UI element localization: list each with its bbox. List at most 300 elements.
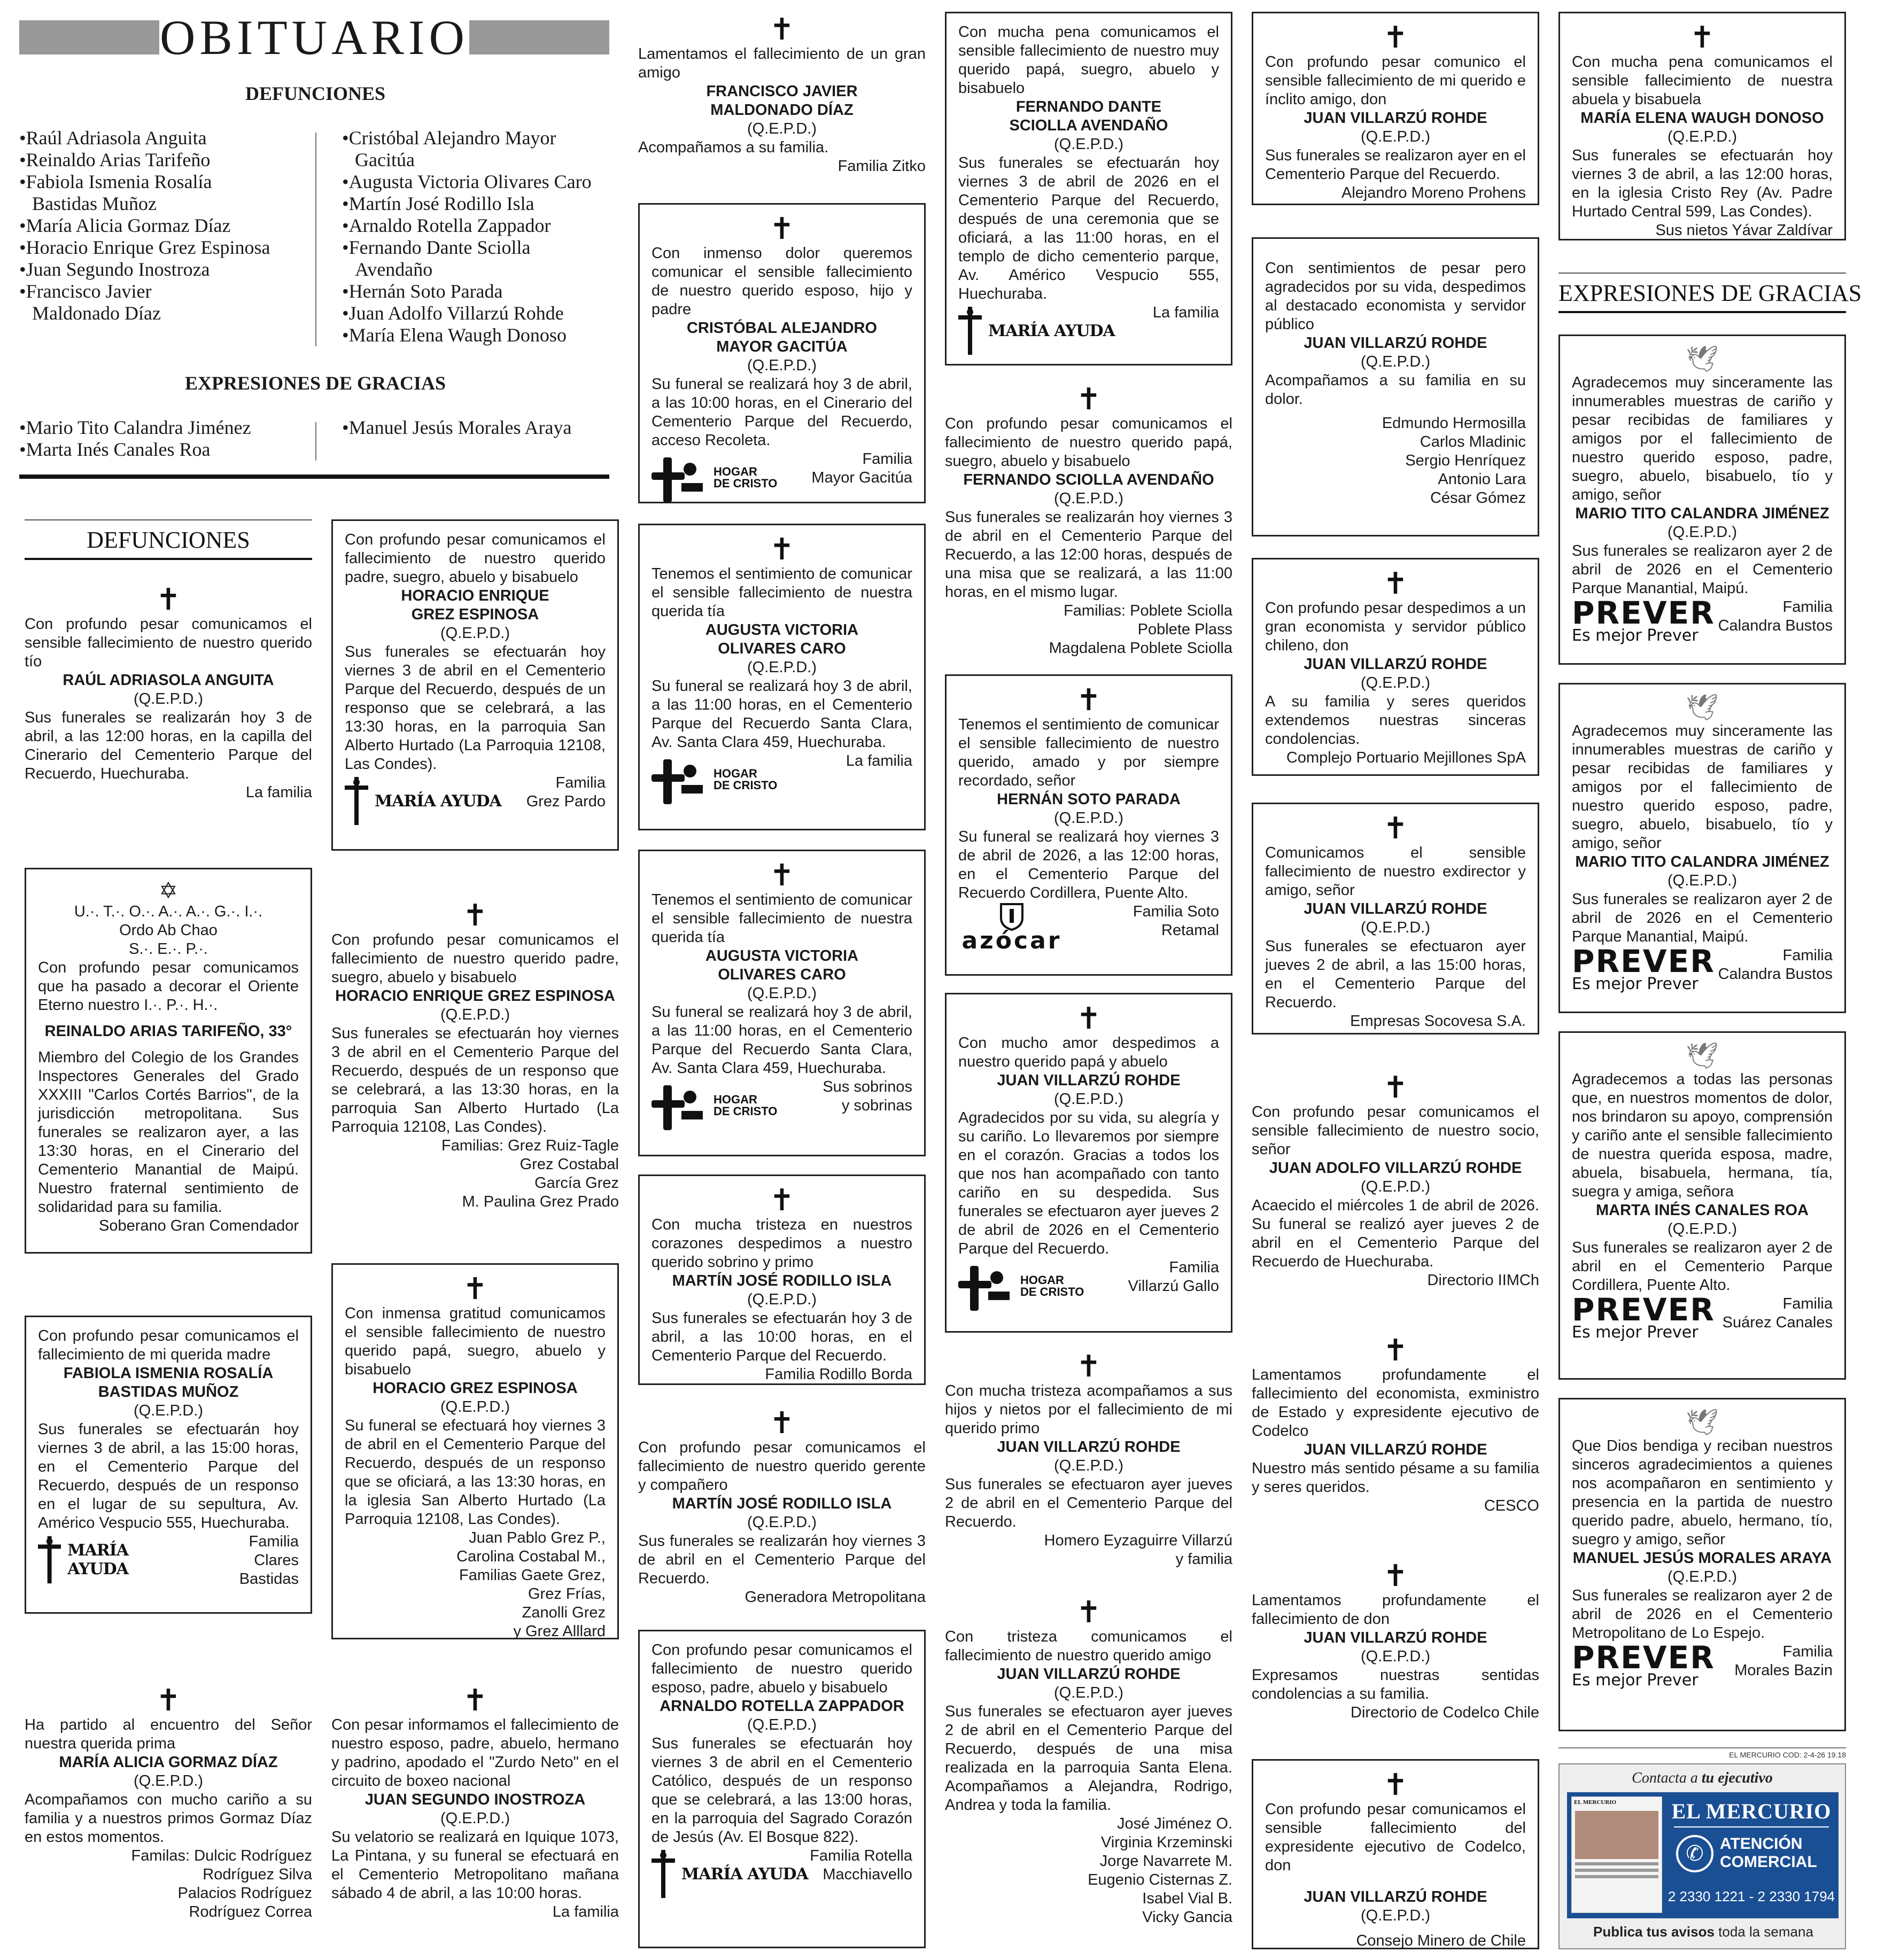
notice-body: Su funeral se realizará hoy 3 de abril, a las 10:00 horas, en el Cinerario del Cementerio Parque del Recuerdo, acceso Recoleta. xyxy=(651,376,912,449)
qepd-label: (Q.E.P.D.) xyxy=(1361,128,1430,145)
logo-text: PREVER xyxy=(1572,943,1715,979)
crucifix-icon xyxy=(958,307,982,355)
notice-body: Sus funerales se realizarán hoy viernes 3 de abril en el Cementerio Parque del Recuerdo, a las 12:00 horas, después de una misa que se realizará, a las 11:00 horas, en el mismo lugar. xyxy=(945,509,1232,601)
notice-signature xyxy=(638,1588,926,1607)
deceased-name: MARTÍN JOSÉ RODILLO ISLA xyxy=(672,1272,892,1289)
notice-body: Agradecidos por su vida, su alegría y su cariño. Lo llevaremos por siempre en el corazón. Gracias a todos los que nos han acompañado con tanto cariño en su despedida. Sus funerales se efectuaron ayer jueves 2 de abril de 2026 en el Cementerio Parque del Recuerdo. xyxy=(958,1109,1219,1257)
notice-signature xyxy=(945,602,1232,658)
newspaper-thumbnail xyxy=(1571,1796,1662,1913)
mercurio-ad xyxy=(1558,1763,1846,1949)
obituary-notice xyxy=(25,1316,312,1614)
deceased-name: FERNANDO SCIOLLA AVENDAÑO xyxy=(963,471,1214,488)
notice-signature xyxy=(25,783,312,802)
qepd-label: (Q.E.P.D.) xyxy=(1667,1568,1737,1585)
notice-intro: Con profundo pesar comunicamos el fallecimiento de nuestro querido padre, suegro, abuelo y bisabuelo xyxy=(345,531,606,586)
maria-ayuda-logo xyxy=(651,1850,808,1898)
signature-line: La familia xyxy=(245,784,312,801)
deceased-name: JUAN VILLARZÚ ROHDE xyxy=(997,1438,1181,1456)
deceased-name: HERNÁN SOTO PARADA xyxy=(997,791,1181,808)
index-item: •Reinaldo Arias Tarifeño xyxy=(19,149,211,170)
dove-icon: 🕊 xyxy=(1686,345,1719,374)
obituary-notice xyxy=(945,12,1232,365)
obituary-notice xyxy=(638,524,926,830)
ad-publica-emph: Publica tus avisos xyxy=(1593,1924,1719,1940)
deceased-name: JUAN VILLARZÚ ROHDE xyxy=(1304,335,1487,352)
qepd-label: (Q.E.P.D.) xyxy=(747,1291,817,1308)
notice-body: Su funeral se realizará hoy 3 de abril, a las 11:00 horas, en el Cementerio Parque del Recuerdo Santa Clara, Av. Santa Clara 459, Huechuraba. xyxy=(651,678,912,751)
cross-icon: ✝ xyxy=(1383,20,1408,55)
notice-signature xyxy=(1718,598,1833,635)
gracias-list-right xyxy=(342,417,620,439)
deceased-name: JUAN SEGUNDO INOSTROZA xyxy=(364,1791,586,1808)
notice-signature xyxy=(1734,1643,1833,1680)
notice-signature xyxy=(651,1365,912,1384)
qepd-label: (Q.E.P.D.) xyxy=(1054,1091,1123,1108)
signature-line: Familia Zitko xyxy=(837,158,926,175)
obituary-notice xyxy=(1252,1333,1539,1515)
deceased-name: MAYOR GACITÚA xyxy=(716,338,848,355)
notice-signature xyxy=(1265,414,1526,508)
qepd-label: (Q.E.P.D.) xyxy=(1054,1457,1123,1474)
crucifix-icon xyxy=(651,1850,675,1898)
signature-line: Vicky Gancia xyxy=(1142,1909,1232,1926)
signature-line: Suárez Canales xyxy=(1722,1314,1833,1331)
ad-brand: EL MERCURIO xyxy=(1671,1799,1832,1823)
deceased-name: ARNALDO ROTELLA ZAPPADOR xyxy=(660,1698,904,1715)
deceased-name: JUAN VILLARZÚ ROHDE xyxy=(1304,656,1487,673)
qepd-label: (Q.E.P.D.) xyxy=(1361,1648,1430,1665)
cross-icon: ✝ xyxy=(1383,1768,1408,1802)
obituary-notice xyxy=(1252,803,1539,1035)
notice-body: Sus funerales se efectuaron ayer jueves 2 de abril en el Cementerio Parque del Recuerdo. xyxy=(945,1476,1232,1530)
notice-intro: Tenemos el sentimiento de comunicar el sensible fallecimiento de nuestra querida tía xyxy=(651,565,912,620)
notice-intro: Con profundo pesar comunicamos el fallecimiento de nuestro querido gerente y compañero xyxy=(638,1439,926,1494)
obituary-notice xyxy=(945,674,1232,976)
logo-text: DE CRISTO xyxy=(713,779,778,792)
signature-line: Complejo Portuario Mejillones SpA xyxy=(1286,749,1526,766)
logo-text: DE CRISTO xyxy=(713,477,778,490)
notice-intro: Que Dios bendiga y reciban nuestros sinceros agradecimientos a quienes nos acompañaron en sentimiento y presencia en la partida de nuestro querido padre, abuelo, hermano, tío, suegro y amigo, señor xyxy=(1572,1437,1833,1548)
azocar-logo xyxy=(958,903,1065,954)
notice-signature xyxy=(1265,184,1526,203)
cross-icon: ✝ xyxy=(769,1406,795,1441)
signature-line: M. Paulina Grez Prado xyxy=(462,1193,619,1210)
notice-intro: Lamentamos profundamente el fallecimiento del economista, exministro de Estado y expresidente ejecutivo de Codelco xyxy=(1252,1366,1539,1440)
dove-icon: 🕊 xyxy=(1686,694,1719,722)
index-item: •María Alicia Gormaz Díaz xyxy=(19,215,231,236)
deceased-name: JUAN VILLARZÚ ROHDE xyxy=(1304,900,1487,917)
notice-body: Sus funerales se efectuaron ayer jueves 2 de abril, a las 15:00 horas, en el Cementerio Parque del Recuerdo. xyxy=(1265,938,1526,1011)
signature-line: Generadora Metropolitana xyxy=(744,1589,926,1606)
signature-line: Carlos Mladinic xyxy=(1420,433,1526,450)
qepd-label: (Q.E.P.D.) xyxy=(440,1006,510,1023)
index-item: •Juan Adolfo Villarzú Rohde xyxy=(342,302,564,324)
thumbnail-brand: EL MERCURIO xyxy=(1574,1799,1617,1806)
signature-line: Homero Eyzaguirre Villarzú xyxy=(1044,1532,1232,1549)
logo-text: MARÍA AYUDA xyxy=(375,791,501,811)
cross-icon: ✝ xyxy=(462,898,488,933)
notice-intro: Con profundo pesar comunicamos el fallecimiento de nuestro querido padre, suegro, abuelo y bisabuelo xyxy=(331,931,619,986)
signature-line: Carolina Costabal M., xyxy=(456,1548,606,1565)
notice-signature xyxy=(1128,1258,1219,1296)
hogar-de-cristo-logo xyxy=(651,1081,777,1130)
cross-icon: ✝ xyxy=(1076,1595,1102,1630)
qepd-label: (Q.E.P.D.) xyxy=(440,1398,510,1415)
qepd-label: (Q.E.P.D.) xyxy=(440,1810,510,1827)
thumbnail-text xyxy=(1575,1862,1658,1865)
deceased-name: MARIO TITO CALANDRA JIMÉNEZ xyxy=(1575,505,1829,522)
obituary-notice xyxy=(331,1263,619,1639)
hogar-de-cristo-icon xyxy=(651,453,707,502)
obituary-notice xyxy=(945,1349,1232,1569)
notice-body: Sus funerales se efectuarán hoy viernes 3 de abril, a las 15:00 horas, en el Cementerio Parque del Recuerdo, después de un responso en el lugar de su sepultura, Av. Américo Vespucio 555, Huechuraba. xyxy=(38,1421,299,1531)
index-item: •Martín José Rodillo Isla xyxy=(342,193,534,214)
obituary-notice xyxy=(1252,1070,1539,1290)
hogar-de-cristo-logo xyxy=(651,453,777,502)
ad-divider xyxy=(1674,1826,1829,1827)
index-item: •Manuel Jesús Morales Araya xyxy=(342,417,572,438)
signature-line: Consejo Minero de Chile xyxy=(1356,1932,1526,1949)
hogar-de-cristo-icon xyxy=(651,1081,707,1130)
obituary-notice xyxy=(945,1595,1232,1927)
deceased-name: RAÚL ADRIASOLA ANGUITA xyxy=(63,672,274,689)
cross-icon: ✝ xyxy=(462,1683,488,1718)
logo-text: HOGAR xyxy=(713,465,757,478)
logo-text: DE CRISTO xyxy=(713,1105,778,1118)
index-item: Avendaño xyxy=(355,259,433,280)
masonic-icon: ✡ xyxy=(159,878,178,903)
logo-text: Es mejor Prever xyxy=(1572,1671,1698,1690)
signature-line: Edmundo Hermosilla xyxy=(1382,415,1526,432)
deceased-name: BASTIDAS MUÑOZ xyxy=(98,1383,239,1401)
deceased-name: JUAN VILLARZÚ ROHDE xyxy=(1304,1441,1487,1458)
deceased-name: HORACIO GREZ ESPINOSA xyxy=(373,1380,578,1397)
signature-line: Grez Frías, xyxy=(528,1585,606,1603)
prever-logo xyxy=(1572,943,1715,993)
qepd-label: (Q.E.P.D.) xyxy=(1054,810,1123,827)
logo-text: azócar xyxy=(961,927,1062,954)
notice-body: Sus funerales se efectuarán hoy 3 de abril, a las 10:00 horas, en el Cementerio Parque del Recuerdo. xyxy=(651,1310,912,1364)
section-rule xyxy=(1558,311,1846,313)
qepd-label: (Q.E.P.D.) xyxy=(747,1716,817,1733)
notice-header-line: S.·. E.·. P.·. xyxy=(129,940,208,958)
qepd-label: (Q.E.P.D.) xyxy=(1667,524,1737,541)
cross-icon: ✝ xyxy=(769,532,795,567)
qepd-label: (Q.E.P.D.) xyxy=(747,357,817,374)
notice-signature xyxy=(945,1815,1232,1927)
cross-icon: ✝ xyxy=(769,858,795,893)
logo-text: HOGAR xyxy=(713,1093,757,1106)
obituary-notice xyxy=(638,1175,926,1385)
deceased-name: MARTA INÉS CANALES ROA xyxy=(1596,1202,1809,1219)
logo-text: PREVER xyxy=(1572,1639,1715,1676)
deceased-name: SCIOLLA AVENDAÑO xyxy=(1009,117,1168,134)
signature-line: Familia xyxy=(1782,1295,1833,1312)
deceased-name: AUGUSTA VICTORIA xyxy=(705,947,859,965)
notice-signature xyxy=(1153,304,1219,322)
section-rule xyxy=(25,558,312,560)
logo-text: MARÍA AYUDA xyxy=(681,1864,808,1884)
signature-line: CESCO xyxy=(1484,1497,1539,1514)
ad-atencion-line: ATENCIÓN xyxy=(1720,1835,1803,1853)
notice-header-line: Ordo Ab Chao xyxy=(119,922,218,939)
logo-text: PREVER xyxy=(1572,595,1715,631)
cross-icon: ✝ xyxy=(1383,1070,1408,1105)
hogar-de-cristo-logo xyxy=(958,1262,1084,1311)
signature-line: Directorio de Codelco Chile xyxy=(1351,1704,1539,1721)
notice-body: Sus funerales se realizarán hoy 3 de abril, a las 12:00 horas, en la capilla del Cinerario del Cementerio Parque del Recuerdo, Huechuraba. xyxy=(25,709,312,782)
notice-signature xyxy=(1252,1497,1539,1515)
obituary-notice xyxy=(331,519,619,851)
crucifix-icon xyxy=(38,1536,61,1584)
signature-line: Familia xyxy=(1782,598,1833,616)
index-divider xyxy=(315,133,316,346)
gratitude-notice xyxy=(1558,1031,1846,1380)
signature-line: Poblete Plass xyxy=(1137,621,1232,638)
page-title: OBITUARIO xyxy=(160,10,469,65)
signature-line: Magdalena Poblete Sciolla xyxy=(1049,640,1232,657)
ad-publica-text: toda la semana xyxy=(1718,1924,1813,1940)
logo-text: Es mejor Prever xyxy=(1572,626,1698,645)
crucifix-icon xyxy=(345,777,368,825)
signature-line: Directorio IIMCh xyxy=(1427,1272,1539,1289)
signature-line: Familias Gaete Grez, xyxy=(459,1567,606,1584)
signature-line: Isabel Vial B. xyxy=(1142,1890,1232,1907)
notice-signature xyxy=(1265,749,1526,767)
hogar-de-cristo-logo xyxy=(651,755,777,804)
notice-body: Su funeral se realizará hoy 3 de abril, a las 11:00 horas, en el Cementerio Parque del Recuerdo Santa Clara, Av. Santa Clara 459, Huechuraba. xyxy=(651,1004,912,1077)
index-item: •Horacio Enrique Grez Espinosa xyxy=(19,237,270,258)
notice-intro: Con mucho amor despedimos a nuestro querido papá y abuelo xyxy=(958,1035,1219,1070)
prever-logo xyxy=(1572,1639,1715,1690)
cross-icon: ✝ xyxy=(769,212,795,246)
section-rule xyxy=(1558,273,1846,274)
logo-text: HOGAR xyxy=(1020,1273,1064,1287)
obituary-notice xyxy=(1252,1561,1539,1722)
ad-contact-emph: tu ejecutivo xyxy=(1701,1770,1773,1786)
qepd-label: (Q.E.P.D.) xyxy=(134,690,203,707)
signature-line: La familia xyxy=(846,752,912,769)
notice-intro: Con profundo pesar comunicamos que ha pasado a decorar el Oriente Eterno nuestro I.·. P.·. H.·. xyxy=(38,959,299,1014)
cross-icon: ✝ xyxy=(156,582,181,617)
deceased-name: HORACIO ENRIQUE xyxy=(401,587,549,604)
signature-line: Familia xyxy=(1169,1259,1219,1276)
index-list-left xyxy=(19,127,308,324)
notice-intro: Con profundo pesar comunicamos el sensible fallecimiento de nuestro querido tío xyxy=(25,616,312,670)
ad-panel xyxy=(1567,1792,1839,1918)
ad-contact-line xyxy=(1560,1768,1845,1789)
notice-signature xyxy=(526,774,606,811)
qepd-label: (Q.E.P.D.) xyxy=(1667,128,1737,145)
index-item: •Fernando Dante Sciolla xyxy=(342,237,531,258)
signature-line: Jorge Navarrete M. xyxy=(1099,1853,1232,1870)
obituary-notice xyxy=(1252,12,1539,205)
deceased-name: OLIVARES CARO xyxy=(718,640,846,657)
signature-line: Familas: Dulcic Rodríguez xyxy=(131,1847,312,1864)
qepd-label: (Q.E.P.D.) xyxy=(440,625,510,642)
index-item: Bastidas Muñoz xyxy=(32,193,157,214)
signature-line: La familia xyxy=(1152,304,1219,321)
deceased-name: JUAN VILLARZÚ ROHDE xyxy=(997,1666,1181,1683)
signature-line: Sus sobrinos xyxy=(823,1078,912,1095)
notice-signature xyxy=(1265,1012,1526,1031)
gratitude-notice xyxy=(1558,1398,1846,1731)
obituary-notice xyxy=(945,382,1232,658)
deceased-name: CRISTÓBAL ALEJANDRO xyxy=(686,320,878,337)
qepd-label: (Q.E.P.D.) xyxy=(1361,674,1430,691)
signature-line: Empresas Socovesa S.A. xyxy=(1350,1013,1526,1030)
cross-icon: ✝ xyxy=(156,1683,181,1718)
obituary-notice xyxy=(331,898,619,1211)
notice-intro: Lamentamos el fallecimiento de un gran amigo xyxy=(638,45,926,81)
index-item: •Raúl Adriasola Anguita xyxy=(19,127,207,149)
logo-text: DE CRISTO xyxy=(1020,1285,1084,1298)
signature-line: Grez Costabal xyxy=(519,1156,619,1173)
cross-icon: ✝ xyxy=(1076,1001,1102,1036)
obituary-notice xyxy=(1252,237,1539,536)
notice-signature xyxy=(38,1217,299,1235)
ad-phones[interactable]: 2 2330 1221 - 2 2330 1794 xyxy=(1667,1888,1835,1904)
deceased-name: FERNANDO DANTE xyxy=(1015,98,1162,115)
qepd-label: (Q.E.P.D.) xyxy=(747,1514,817,1531)
signature-line: Alejandro Moreno Prohens xyxy=(1341,184,1526,201)
dove-icon: 🕊 xyxy=(1686,1042,1719,1070)
notice-signature xyxy=(1133,903,1219,940)
notice-intro: Con profundo pesar comunicamos el fallecimiento de nuestro querido papá, suegro, abuelo y bisabuelo xyxy=(945,415,1232,470)
notice-body: Sus funerales se efectuaron ayer jueves 2 de abril en el Cementerio Parque del Recuerdo, después de una misa realizada en la parroquia Santa Elena. Acompañamos a Alejandra, Rodrigo, Andrea y toda la familia. xyxy=(945,1703,1232,1814)
thumbnail-text xyxy=(1575,1869,1658,1872)
notice-intro: Con mucha pena comunicamos el sensible fallecimiento de nuestra abuela y bisabuela xyxy=(1572,53,1833,108)
notice-body: Nuestro más sentido pésame a su familia y seres queridos. xyxy=(1252,1460,1539,1496)
notice-signature xyxy=(1572,221,1833,240)
notice-body: Acompañamos con mucho cariño a su familia y a nuestros primos Gormaz Díaz en estos momentos. xyxy=(25,1791,312,1846)
signature-line: Familia Rotella xyxy=(810,1847,912,1864)
index-divider xyxy=(315,422,316,461)
notice-intro: Con profundo pesar comunicamos el sensible fallecimiento del expresidente ejecutivo de Codelco, don xyxy=(1265,1801,1526,1874)
index-item: •María Elena Waugh Donoso xyxy=(342,324,567,346)
deceased-name: AUGUSTA VICTORIA xyxy=(705,621,859,639)
notice-body: Acompañamos a su familia. xyxy=(638,139,829,156)
signature-line: Familia Rodillo Borda xyxy=(765,1366,912,1383)
footer-code: EL MERCURIO COD: 2-4-26 19.18 xyxy=(1729,1751,1846,1759)
notice-intro: Con pesar informamos el fallecimiento de nuestro esposo, padre, abuelo, hermano y padrino, apodado el "Zurdo Neto" en el circuito de boxeo nacional xyxy=(331,1716,619,1790)
notice-signature xyxy=(823,1078,912,1115)
signature-line: Familia Soto xyxy=(1133,903,1219,920)
obituary-notice xyxy=(945,993,1232,1333)
index-item: •Mario Tito Calandra Jiménez xyxy=(19,417,251,438)
notice-intro: Agradecemos a todas las personas que, en nuestros momentos de dolor, nos brindaron su apoyo, comprensión y cariño ante el sensible fallecimiento de nuestra querida esposa, madre, abuela, bisabuela, hermana, tía, suegra y amiga, señora xyxy=(1572,1071,1833,1200)
gratitude-notice xyxy=(1558,335,1846,665)
notice-signature xyxy=(638,157,926,176)
deceased-name: OLIVARES CARO xyxy=(718,966,846,983)
maria-ayuda-logo xyxy=(345,777,501,825)
notice-body: Sus funerales se realizaron ayer 2 de abril de 2026 en el Cementerio Metropolitano de Lo Espejo. xyxy=(1572,1587,1833,1642)
notice-signature xyxy=(25,1847,312,1922)
dove-icon: 🕊 xyxy=(1686,1409,1719,1437)
header-bar-right xyxy=(469,20,609,55)
notice-intro: Con profundo pesar comunicamos el fallecimiento de mi querida madre xyxy=(38,1327,299,1363)
signature-line: Grez Pardo xyxy=(526,793,606,810)
obituary-notice xyxy=(638,12,926,176)
qepd-label: (Q.E.P.D.) xyxy=(1054,490,1123,507)
index-item: •Cristóbal Alejandro Mayor xyxy=(342,127,556,149)
section-heading-gracias: EXPRESIONES DE GRACIAS xyxy=(1558,280,1862,306)
notice-intro: Con mucha tristeza en nuestros corazones despedimos a nuestro querido sobrino y primo xyxy=(651,1216,912,1271)
signature-line: Calandra Bustos xyxy=(1718,617,1833,634)
notice-body: Sus funerales se realizaron ayer 2 de abril de 2026 en el Cementerio Parque Manantial, Maipú. xyxy=(1572,891,1833,945)
section-heading-defunciones: DEFUNCIONES xyxy=(87,527,250,553)
notice-body: Expresamos nuestras sentidas condolencias a su familia. xyxy=(1252,1667,1539,1702)
deceased-name: JUAN VILLARZÚ ROHDE xyxy=(997,1072,1181,1089)
notice-signature xyxy=(1252,1704,1539,1722)
signature-line: Virginia Krzeminski xyxy=(1100,1834,1232,1851)
cross-icon: ✝ xyxy=(1076,683,1102,718)
qepd-label: (Q.E.P.D.) xyxy=(1361,353,1430,370)
cross-icon: ✝ xyxy=(1076,1349,1102,1384)
obituary-notice xyxy=(25,1683,312,1922)
index-item: •Hernán Soto Parada xyxy=(342,281,503,302)
signature-line: García Grez xyxy=(534,1175,619,1192)
notice-body: Sus funerales se efectuarán hoy viernes 3 de abril, a las 12:00 horas, en la iglesia Cristo Rey (Av. Padre Hurtado Central 599, Las Condes). xyxy=(1572,147,1833,220)
section-rule xyxy=(25,519,312,520)
cross-icon: ✝ xyxy=(769,1183,795,1218)
signature-line: César Gómez xyxy=(1430,489,1526,507)
obituary-notice xyxy=(638,1406,926,1607)
deceased-name: GREZ ESPINOSA xyxy=(411,606,539,623)
ad-contact-text: Contacta a xyxy=(1632,1770,1702,1786)
signature-line: Clares Bastidas xyxy=(239,1552,299,1588)
deceased-name: MALDONADO DÍAZ xyxy=(710,102,854,119)
ad-atencion-line: COMERCIAL xyxy=(1720,1853,1817,1871)
notice-signature xyxy=(331,1903,619,1922)
signature-line: Familia xyxy=(555,774,606,791)
obituary-notice xyxy=(638,203,926,503)
cross-icon: ✝ xyxy=(462,1272,488,1306)
signature-line: Familia xyxy=(1782,947,1833,964)
notice-intro: Con sentimientos de pesar pero agradecidos por su vida, despedimos al destacado economista y servidor público xyxy=(1265,260,1526,333)
prever-logo xyxy=(1572,595,1715,645)
qepd-label: (Q.E.P.D.) xyxy=(134,1402,203,1419)
logo-text: Es mejor Prever xyxy=(1572,1323,1698,1342)
index-item: •Francisco Javier xyxy=(19,281,152,302)
signature-line: Familias: Poblete Sciolla xyxy=(1064,602,1232,619)
deceased-name: HORACIO ENRIQUE GREZ ESPINOSA xyxy=(335,987,615,1005)
deceased-name: JUAN ADOLFO VILLARZÚ ROHDE xyxy=(1269,1160,1522,1177)
notice-intro: Con tristeza comunicamos el fallecimiento de nuestro querido amigo xyxy=(945,1628,1232,1664)
notice-body: Su velatorio se realizará en Iquique 1073, La Pintana, y su funeral se efectuará en el Cementerio Metropolitano mañana sábado 4 de abril, a las 10:00 horas. xyxy=(331,1829,619,1902)
cross-icon: ✝ xyxy=(1383,811,1408,846)
signature-line: Zanolli Grez xyxy=(522,1604,606,1621)
deceased-name: MANUEL JESÚS MORALES ARAYA xyxy=(1572,1550,1832,1567)
deceased-name: JUAN VILLARZÚ ROHDE xyxy=(1304,1629,1487,1646)
thumbnail-photo xyxy=(1575,1811,1658,1859)
header-rule xyxy=(19,475,609,479)
qepd-label: (Q.E.P.D.) xyxy=(1361,1178,1430,1195)
notice-header-line: U.·. T.·. O.·. A.·. A.·. G.·. I.·. xyxy=(74,903,263,920)
notice-body: A su familia y seres queridos extendemos nuestras sinceras condolencias. xyxy=(1265,693,1526,748)
signature-line: y sobrinas xyxy=(841,1097,912,1114)
gracias-list-left xyxy=(19,417,308,461)
logo-text: HOGAR xyxy=(713,767,757,780)
deceased-name: MARÍA ALICIA GORMAZ DÍAZ xyxy=(59,1754,278,1771)
signature-line: y Grez Alllard xyxy=(513,1623,606,1640)
signature-line: Juan Pablo Grez P., xyxy=(469,1529,606,1546)
notice-body: Miembro del Colegio de los Grandes Inspectores Generales del Grado XXXIII "Carlos Cortés Barrios", de la jurisdicción metropolitana. Sus funerales se realizaron ayer, a las 13:30 horas, en el Cinerario del Cementerio Manantial de Maipú. Nuestro fraternal sentimiento de solidaridad para su familia. xyxy=(38,1049,299,1216)
logo-text: Es mejor Prever xyxy=(1572,975,1698,993)
deceased-name: MARTÍN JOSÉ RODILLO ISLA xyxy=(672,1495,892,1512)
notice-body: Acompañamos a su familia en su dolor. xyxy=(1265,372,1526,408)
notice-body: Sus funerales se efectuarán hoy viernes 3 de abril en el Cementerio Parque del Recuerdo, después de un responso que se celebrará, a las 13:30 horas, en la parroquia San Alberto Hurtado (La Parroquia 12108, Las Condes). xyxy=(345,643,606,773)
